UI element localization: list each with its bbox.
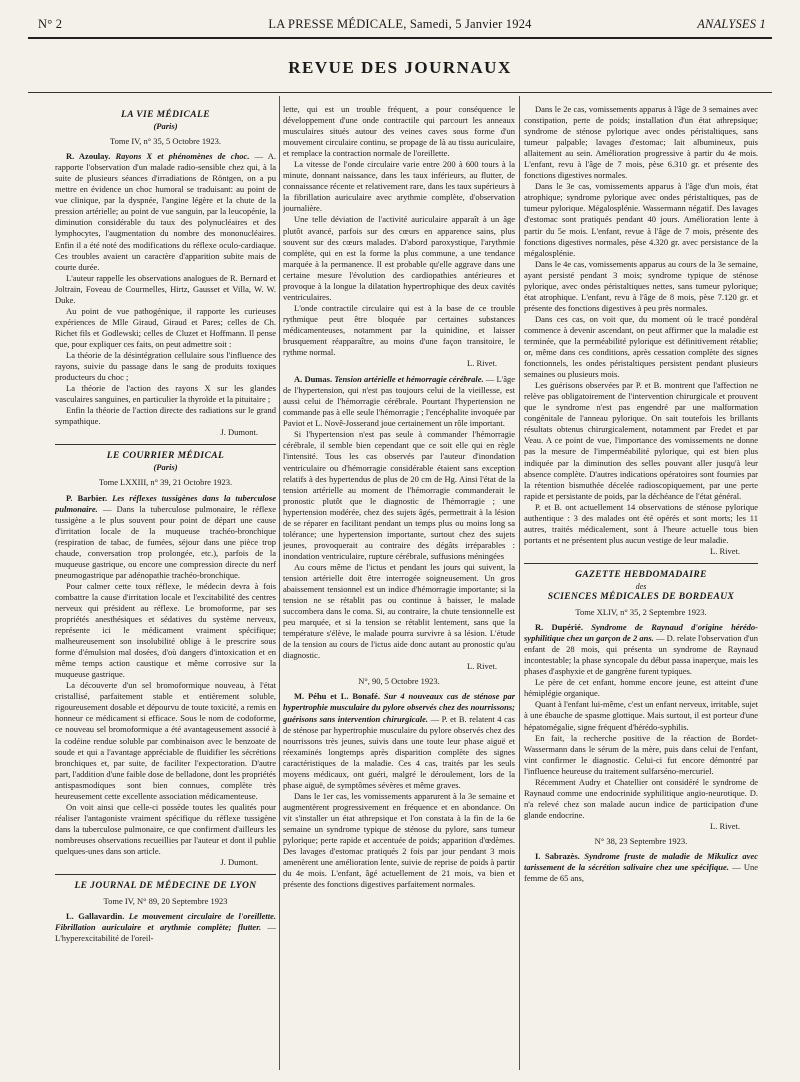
journal-issue: Tome XLIV, n° 35, 2 Septembre 1923. xyxy=(575,607,707,618)
article-text: — A. rapporte l'observation d'un malade radio-sensible chez qui, à la suite de plusieurs séances d'irradiations de Röntgen, on a pu mettre en évidence un choc humoral se traduisant: au point de vue clinique, par la dyspnée, l'angine légère et la chute de la pression artérielle; au point de vue sanguin, par la leucopénie, la diminution considérable du taux des polynucléaires et des lymphocytes, l'augmentation du nombre des mononucléaires. Enfin il a été noté des modifications du réflexe oculo-cardiaque. Ces troubles avaient un caractère d'apparition subite mais de courte durée. xyxy=(55,151,276,272)
journal-name: LE COURRIER MÉDICAL xyxy=(106,451,225,462)
article-paragraph: lette, qui est un trouble fréquent, a pour conséquence le développement d'une onde contractile qui parcourt les anneaux musculaires situés autour des veines caves sous forme d'un mouvement circulaire continu, se propage de là au tissu auriculaire, et remplace la contraction normale de l'oreillette. xyxy=(283,104,515,159)
article-title: Rayons X et phénomènes de choc. xyxy=(115,151,250,162)
article-paragraph: Dans le 2e cas, vomissements apparus à l'âge de 3 semaines avec constipation, perte de poids; installation d'un état athrepsique; syndrome de sténose pylorique avec ondes péristaltiques, sans tumeur palpable; lavages d'estomac; lait albumineux, puis allaitement au sein. Amélioration progressive à partir du 4e mois. L'enfant, revu à l'âge de 7 mois, pèse 6.310 gr. et présente des fonctions digestives normales. xyxy=(524,104,758,181)
column-divider-1 xyxy=(279,96,280,1070)
running-title: LA PRESSE MÉDICALE, Samedi, 5 Janvier 1924 xyxy=(268,17,532,31)
section-rule xyxy=(55,444,276,445)
article-paragraph: Une telle déviation de l'activité auriculaire apparaît à un âge plutôt avancé, parfois sur des cœurs en apparence sains, plus souvent sur des cœurs malades. D'abord paroxystique, l'arythmie complète, qui en est la forme la plus commune, a une tendance marquée à la permanence. Il est probable qu'elle aggrave dans une certaine mesure l'évolution des cardiopathies antérieures et provoque à la longue la dilatation hypertrophique des deux cavités ventriculaires. xyxy=(283,214,515,302)
article-author: M. Péhu et L. Bonafé. xyxy=(294,691,380,702)
journal-name: SCIENCES MÉDICALES DE BORDEAUX xyxy=(547,592,735,603)
article-paragraph: L'auteur rappelle les observations analogues de R. Bernard et Joltrain, Foveau de Courmelles, Hirtz, Gausset et Villa, W. W. Duke. xyxy=(55,272,276,305)
article-paragraph: La découverte d'un sel bromoformique nouveau, à l'état cristallisé, parfaitement stable et entièrement soluble, rigoureusement dosable et dépourvu de toute toxicité, a remis en honneur ce médicament si efficace. Sous le nom de codoforme, ce nouveau sel bromoformique a été avantageusement associé à la codéine rendue soluble par combinaison avec le benzoate de soude et qui a l'avantage appréciable de fluidifier les sécrétions bronchiques et, par suite, de faciliter l'expectoration. D'autre part, l'addition d'une faible dose de belladone, dont les propriétés antispasmodiques sont bien connues, complète très heureusement cette excellente association médicamenteuse. xyxy=(55,680,276,801)
signature: L. Rivet. xyxy=(467,358,497,369)
article-title: Tension artérielle et hémorragie cérébrale. xyxy=(334,374,484,385)
journal-issue: Tome IV, n° 35, 5 Octobre 1923. xyxy=(109,136,221,147)
article-paragraph xyxy=(55,151,276,273)
section-label: ANALYSES 1 xyxy=(697,17,766,31)
article-paragraph: L'onde contractile circulaire qui est à la base de ce trouble rythmique peut être bloquée par certaines substances médicamenteuses, notamment par la quinidine, et laisser brusquement réapparaître, au moins d'une façon transitoire, le rythme normal. xyxy=(283,302,515,358)
article-paragraph: La vitesse de l'onde circulaire varie entre 200 à 600 tours à la minute, donnant naissance, dans les taux inférieurs, au flutter, de connaissance récente et relativement rare, dans les taux supérieurs à la fibrillation auriculaire avec arythmie complète, d'observation journalière. xyxy=(283,159,515,214)
article-paragraph: Au point de vue pathogénique, il rapporte les curieuses expériences de Mlle Giraud, Giraud et Pares; celles de Ch. Richet fils et Godlewski; celles de Cluzet et Hoffmann. Il pense que, pour expliquer ces faits, on peut admettre soit : xyxy=(55,305,276,349)
article-paragraph xyxy=(283,691,515,790)
section-rule xyxy=(55,874,276,875)
journal-location: (Paris) xyxy=(153,462,178,473)
article-author: L. Gallavardin. xyxy=(66,911,125,922)
article-text: — L'âge de l'hypertension, qui n'est pas toujours celui de la vieillesse, est aussi celui de l'hémorragie cérébrale. Pourtant l'hypertension ne commande pas à elle seule l'hémorragie ; l'encéphalite invoquée par Paviot et L. Novê-Josserand joue certainement un rôle important. xyxy=(283,374,515,429)
journal-name-connector: des xyxy=(635,581,647,591)
article-title: Syndrome de Raynaud d'origine hérédo-syphilitique chez un garçon de 2 ans. xyxy=(524,622,758,644)
article-paragraph: Récemment Audry et Chatellier ont considéré le syndrome de Raynaud comme une endocrinide syphilitique angio-neurotique. D. n'a relevé chez son malade aucun indice de participation d'une glande endocrine. xyxy=(524,776,758,820)
article-text: — D. relate l'observation d'un enfant de 28 mois, qui présenta un syndrome de Raynaud incontestable; la phase syncopale du début passa inaperçue, mais les phases d'asphyxie et de gangrène furent typiques. xyxy=(524,633,758,677)
article-paragraph: Quant à l'enfant lui-même, c'est un enfant nerveux, irritable, sujet à une ébauche de spasme glottique. Mais surtout, il est porteur d'une hépatomégalie, signe fréquent d'hérédo-syphilis. xyxy=(524,699,758,732)
article-paragraph: Les guérisons observées par P. et B. montrent que l'affection ne relève pas obligatoirement de l'intervention chirurgicale et prouvent que le syndrome n'est pas engendré par une malformation congénitale de l'anneau pylorique. On sait toutefois les brillants résultats obtenus chirurgicalement, notamment par Fredet et par Veau. A ce point de vue, l'importance des vomissements ne donne pas la mesure de l'imperméabilité pylorique, qui est bien plus indiquée par la diminution des selles pouvant aller jusqu'à leur absence complète. D'autres indications opératoires sont fournies par la rétention bismuthée décelée radioscopiquement, par une perte rapide et persistante de poids, par la déchéance de l'état général. xyxy=(524,380,758,501)
journal-issue: Tome IV, N° 89, 20 Septembre 1923 xyxy=(103,896,228,907)
signature: L. Rivet. xyxy=(467,661,497,672)
article-paragraph: La théorie de l'action des rayons X sur les glandes vasculaires sanguines, en particulier la thyroïde et la pituitaire ; xyxy=(55,383,276,405)
header-rule xyxy=(28,37,772,39)
page-title: REVUE DES JOURNAUX xyxy=(288,58,512,77)
column-2 xyxy=(283,104,515,1074)
article-paragraph: Le père de cet enfant, homme encore jeune, est atteint d'une hémiplégie organique. xyxy=(524,677,758,699)
article-text: — Une femme de 65 ans, xyxy=(524,862,758,884)
article-author: R. Dupérié. xyxy=(535,622,583,633)
page-header xyxy=(28,17,772,39)
journal-name: LE JOURNAL DE MÉDECINE DE LYON xyxy=(74,881,257,892)
signature: L. Rivet. xyxy=(710,545,740,556)
journal-issue: Tome LXXIII, n° 39, 21 Octobre 1923. xyxy=(98,477,233,488)
article-paragraph: Dans le 4e cas, vomissements apparus au cours de la 3e semaine, ayant persisté pendant 3 mois; syndrome typique de sténose pylorique, avec ondes péristaltiques nettes, sans tumeur pylorique; état atrophique. L'enfant, revu à l'âge de 8 mois, pèse 7.120 gr. et présente des fonctions digestives à peu près normales. xyxy=(524,258,758,313)
article-paragraph: Enfin la théorie de l'action directe des radiations sur le grand sympathique. xyxy=(55,405,276,427)
journal-name: LA VIE MÉDICALE xyxy=(121,110,210,120)
article-paragraph: On voit ainsi que celle-ci possède toutes les qualités pour réaliser l'antagoniste vraiment spécifique du réflexe tussigène dans la tuberculose pulmonaire, ce que confirment d'ailleurs les nombreuses observations recueillies par l'auteur et dont il publie quelques-unes dans son article. xyxy=(55,801,276,856)
article-paragraph xyxy=(524,851,758,884)
journal-location: (Paris) xyxy=(153,121,178,132)
article-paragraph xyxy=(55,493,276,581)
column-3 xyxy=(524,104,758,1074)
article-text: — L'hyperexcitabilité de l'oreil- xyxy=(55,922,276,944)
article-author: A. Dumas. xyxy=(294,374,333,385)
article-paragraph: Dans le 3e cas, vomissements apparus à l'âge d'un mois, état atrophique; syndrome pylorique avec ondes péristaltiques, pas de tumeur pylorique. Mégalosplénie. Wassermann négatif. Des lavages d'estomac sont pratiqués pendant 40 jours. Amélioration lente à partir du 5e mois. L'enfant, revue à l'âge de 7 mois, présente des fonctions digestives normales, pèse 4.320 gr. avec persistance de la mégalosplénie. xyxy=(524,181,758,258)
article-author: I. Sabrazès. xyxy=(535,851,580,862)
article-title: Sur 4 nouveaux cas de sténose par hypertrophie musculaire du pylore observés chez des nourrissons; guérisons sans intervention chirurgicale. xyxy=(283,691,515,724)
article-paragraph: Dans ces cas, on voit que, du moment où le tracé pondéral commence à devenir ascendant, on peut affirmer que la maladie est terminée, que la perméabilité pylorique est définitivement rétablie; or, même dans ces conditions, après cessation complète des signes fonctionnels, les ondes péristaltiques persistent pendant plusieurs semaines ou plusieurs mois. xyxy=(524,313,758,380)
article-title: Les réflexes tussigènes dans la tuberculose pulmonaire. xyxy=(55,492,276,514)
signature: J. Dumont. xyxy=(220,857,258,868)
article-paragraph: Pour calmer cette toux réflexe, le médecin devra à fois combattre la cause d'irritation locale et l'excitabilité des centres nerveux qui président au réflexe. Le bromoforme, par ses propriétés anesthésiques et sédatives du système nerveux, représente ici le médicament vraiment spécifique; malheureusement son insolubilité oblige à le prescrire sous forme d'émulsion mal dosées, d'où dangers d'intoxication et en même temps action caustique et même corrosive sur la muqueuse gastrique. xyxy=(55,580,276,680)
article-paragraph: P. et B. ont actuellement 14 observations de sténose pylorique authentique : 3 des malades ont été opérés et sont morts; les 11 autres, traités médicalement, sont à l'heure actuelle tous bien portants et ne présentent plus aucun vestige de leur maladie. xyxy=(524,501,758,545)
article-paragraph xyxy=(55,911,276,944)
article-paragraph: Au cours même de l'ictus et pendant les jours qui suivent, la tension artérielle doit être interrogée soigneusement. Un gros abaissement tensionnel est un indice d'hémorragie importante; si la tension ne se rétablit pas ou continue à baisser, le malade succombera dans le coma. Si, au contraire, la chute tensionnelle est peu marquée, et si la tension se rétablit lentement, sans que la température s'élève, le malade pourra survivre à sa lésion. L'étude de la tension au cours de l'ictus aide donc autant au pronostic qu'au diagnostic. xyxy=(283,561,515,661)
journal-issue: N° 38, 23 Septembre 1923. xyxy=(594,836,688,846)
article-paragraph: Si l'hypertension n'est pas seule à commander l'hémorragie cérébrale, il semble bien cependant que ce soit elle qui en règle l'intensité. Tous les cas observés par l'auteur d'inondation ventriculaire ou d'hémorragie considérable étaient sans exception relatifs à des hypertendus de plus de 20 cm de Hg. Ainsi l'état de la tension artérielle au moment de l'hémorragie commanderait le pronostic plutôt que le diagnostic de l'hémorragie ; une hypertension modérée, chez des sujets âgés, permettrait à la lésion de se réparer en facilitant pendant un temps plus ou moins long sa tolérance; une hypertension importante, surtout chez des sujets jeunes, provoquerait au contraire des dégâts irréparables : inondation ventriculaire, rupture cérébrale, suffusions méningées xyxy=(283,429,515,561)
article-author: R. Azoulay. xyxy=(66,151,111,162)
article-paragraph xyxy=(283,374,515,429)
article-paragraph: En fait, la recherche positive de la réaction de Bordet-Wassermann dans le sérum de la mère, puis dans celui de l'enfant, vint confirmer le diagnostic. Celui-ci fut encore démontré par l'influence heureuse du traitement sulfarséno-mercuriel. xyxy=(524,732,758,776)
article-paragraph: La théorie de la désintégration cellulaire sous l'influence des rayons, suivie du passage dans le sang de produits toxiques producteurs du choc ; xyxy=(55,349,276,383)
signature: L. Rivet. xyxy=(710,820,740,831)
column-1 xyxy=(55,104,276,1074)
page-number: N° 2 xyxy=(38,17,63,31)
article-paragraph: Dans le 1er cas, les vomissements apparurent à la 3e semaine et augmentèrent progressivement en fréquence et en abondance. On vit s'installer un état athrepsique et l'on constata à la fin de la 6e semaine un syndrome typique de sténose du pylore, sans tumeur pylorique; perte rapide et accentuée de poids; apparition d'œdèmes. Des lavages d'estomac pratiqués 2 fois par jour pendant 3 mois amenèrent une amélioration lente, suivie de reprise de poids à partir du 4e mois. L'enfant, âgé actuellement de 21 mois, va bien et présente des fonctions digestives parfaitement normales. xyxy=(283,790,515,890)
journal-issue: N°, 90, 5 Octobre 1923. xyxy=(358,676,440,687)
article-author: P. Barbier. xyxy=(66,492,108,503)
column-divider-2 xyxy=(519,96,520,1070)
signature: J. Dumont. xyxy=(220,427,258,438)
title-rule xyxy=(28,92,772,93)
journal-name: GAZETTE HEBDOMADAIRE xyxy=(575,569,707,580)
article-title: Syndrome fruste de maladie de Mikulicz avec tarissement de la sécrétion salivaire chez une spécifique. xyxy=(524,851,758,873)
article-text: — Dans la tuberculose pulmonaire, le réflexe tussigène a le plus souvent pour point de départ une cause d'irritation locale de la muqueuse trachéo-bronchique (respiration de tabac, de fumées, séjour dans une pièce trop chaude, conversation trop prolongée, etc.), parfois de la muqueuse gastrique, ou encore une compression directe du nerf pneumogastrique par adénopathie trachéo-bronchique. xyxy=(55,503,276,580)
section-rule xyxy=(524,563,758,564)
article-text: — P. et B. relatent 4 cas de sténose par hypertrophie musculaire du pylore observés chez des nourrissons très jeunes, suivis dans une toute leur phase aiguë et réexaminés longtemps après disparition complète des signes caractéristiques de la maladie. Ces 4 cas, traités par les seuls moyens médicaux, ont guéri, malgré le déroulement, lors de la phase aiguë, de symptômes sévères et même graves. xyxy=(283,713,515,790)
article-paragraph xyxy=(524,622,758,677)
article-title: Le mouvement circulaire de l'oreillette. Fibrillation auriculaire et arythmie complète; flutter. xyxy=(55,911,276,933)
